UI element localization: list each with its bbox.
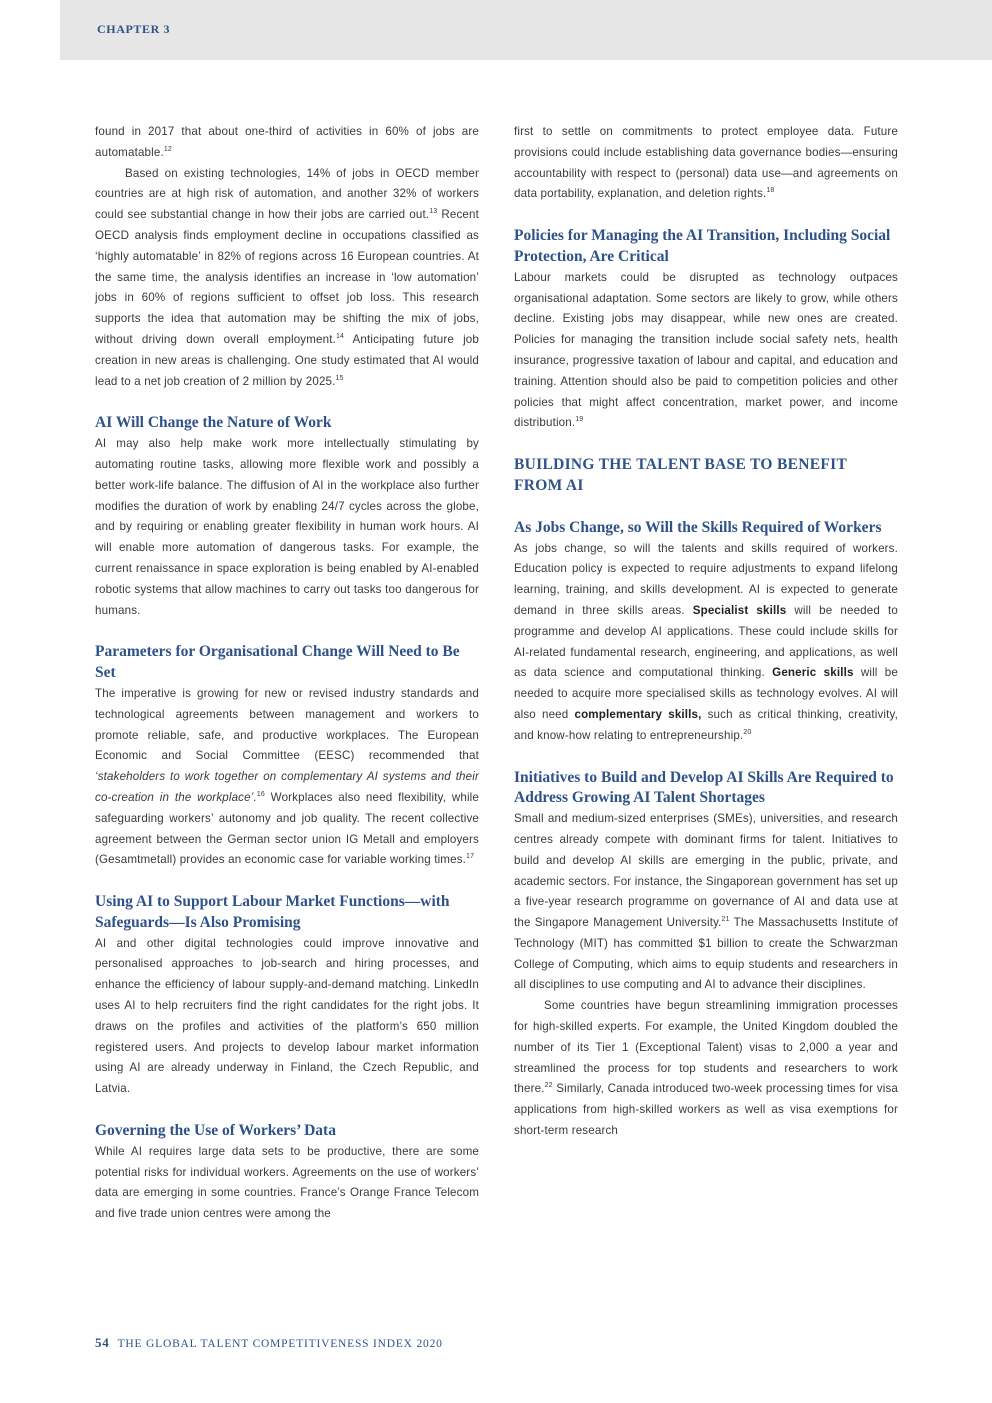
- section-heading: Using AI to Support Labour Market Functions—with Safeguards—Is Also Promising: [95, 893, 450, 931]
- chapter-label: CHAPTER 3: [97, 22, 171, 36]
- publication-title: THE GLOBAL TALENT COMPETITIVENESS INDEX 2020: [117, 1338, 443, 1350]
- section-heading: Initiatives to Build and Develop AI Skills Are Required to Address Growing AI Talent Shortages: [514, 768, 894, 807]
- section-heading: Policies for Managing the AI Transition, Including Social Protection, Are Critical: [514, 227, 891, 265]
- footnote-ref: 22: [544, 1082, 553, 1090]
- paragraph: Some countries have begun streamlining immigration processes for high-skilled experts. For example, the United Kingdom doubled the number of its Tier 1 (Exceptional Talent) visas to 2,000 a year and streamlined the process for top students and researchers to work there.$^{22}$ Similarly, Canada introduced two-week processing times for visa applications from high-skilled workers as well as visa exemptions for short-term research: [514, 999, 898, 1138]
- paragraph: While AI requires large data sets to be productive, there are some potential risks for individual workers. Agreements on the use of workers’ data are emerging in some countries. France’s Orange France Telecom and five trade union centres were among the: [95, 1144, 479, 1221]
- footnote-ref: 21: [721, 916, 730, 924]
- footnote-ref: 13: [429, 208, 438, 216]
- footnote-ref: 17: [466, 853, 475, 861]
- footnote-ref: 14: [335, 333, 345, 341]
- paragraph: found in 2017 that about one-third of activities in 60% of jobs are automatable.$^{12}$: [95, 125, 479, 159]
- paragraph: Based on existing technologies, 14% of jobs in OECD member countries are at high risk of automation, and another 32% of workers could see substantial change in how their jobs are carried out.$^{13}$ Recent OECD analysis finds employment decline in occupations classified as ‘highly automatable’ in 82% of regions across 16 European countries. At the same time, the analysis identifies an increase in ‘low automation’ jobs in 60% of regions sufficient to offset job loss. This research supports the idea that automation may be shifting the mix of jobs, without driving down overall employment.$^{14}$ Anticipating future job creation in new areas is challenging. One study estimated that AI would lead to a net job creation of 2 million by 2025.15: [95, 166, 479, 388]
- paragraph: Small and medium-sized enterprises (SMEs), universities, and research centres already compete with dominant firms for talent. Initiatives to build and develop AI skills are emerging in the public, private, and academic sectors. For instance, the Singaporean government has set up a five-year research programme on governance of AI and data use at the Singapore Management University.$^{21}$ The Massachusetts Institute of Technology (MIT) has committed $1 billion to create the Schwarzman College of Computing, which aims to equip students and researchers in all disciplines to use computing and AI to advance their disciplines.: [514, 812, 898, 992]
- section-heading: As Jobs Change, so Will the Skills Required of Workers: [514, 518, 882, 536]
- footnote-ref: 16: [256, 791, 265, 799]
- footnote-ref: 12: [163, 145, 172, 153]
- section-heading: Parameters for Organisational Change Will Need to Be Set: [95, 643, 460, 682]
- left-column: [95, 122, 479, 1225]
- chapter-header: [60, 0, 992, 60]
- paragraph: first to settle on commitments to protect employee data. Future provisions could include establishing data governance bodies—ensuring accountability with respect to (personal) data use—and agreements on data portability, explanation, and deletion rights.$^{18}$: [514, 125, 898, 201]
- paragraph: Labour markets could be disrupted as technology outpaces organisational adaptation. Some sectors are likely to grow, while others decline. Existing jobs may disappear, while new ones are created. Policies for managing the transition include social safety nets, health insurance, progressive taxation of labour and capital, and education and training. Attention should also be paid to competition policies and other policies that might affect concentration, market power, and income distribution.$^{19}$: [514, 270, 898, 430]
- page-footer: [95, 1335, 443, 1351]
- section-heading: AI Will Change the Nature of Work: [95, 414, 332, 432]
- footnote-ref: 19: [575, 416, 584, 424]
- paragraph: AI may also help make work more intellectually stimulating by automating routine tasks, allowing more flexible work and possibly a better work-life balance. The diffusion of AI in the workplace also further modifies the duration of work by enabling 24/7 cycles across the globe, and by requiring or enabling greater flexibility in human work hours. AI will enable more automation of dangerous tasks. For example, the current renaissance in space exploration is being enabled by AI-enabled robotic systems that allow machines to carry out tasks too dangerous for humans.: [95, 437, 479, 617]
- paragraph: As jobs change, so will the talents and skills required of workers. Education policy is expected to require adjustments to expand lifelong learning, training, and skills development. AI is expected to generate demand in three skills areas. Specialist skills will be needed to programme and develop AI applications. These could include skills for AI-related fundamental research, engineering, and applications, as well as data science and computational thinking. Generic skills will be needed to acquire more specialised skills as technology evolves. AI will also need complementary skills, such as critical thinking, creativity, and know-how relating to entrepreneurship.$^{20}$: [514, 541, 898, 742]
- right-column: [514, 122, 898, 1142]
- footnote-ref: 15: [335, 374, 344, 382]
- section-heading: Governing the Use of Workers’ Data: [95, 1122, 336, 1140]
- paragraph: The imperative is growing for new or revised industry standards and technological agreements between management and workers to promote reliable, safe, and productive workplaces. The European Economic and Social Committee (EESC) recommended that ‘stakeholders to work together on complementary AI systems and their co-creation in the workplace’.$^{16}$ Workplaces also need flexibility, while safeguarding workers’ autonomy and job quality. The recent collective agreement between the German sector union IG Metall and employers (Gesamtmetall) provides an economic case for variable working times.$^{17}$: [95, 686, 479, 867]
- page-number: 54: [95, 1335, 110, 1350]
- footnote-ref: 18: [766, 187, 775, 195]
- major-heading: BUILDING THE TALENT BASE TO BENEFIT FROM AI: [514, 456, 847, 494]
- footnote-ref: 20: [743, 728, 752, 736]
- paragraph: AI and other digital technologies could improve innovative and personalised approaches to job-search and hiring processes, and enhance the efficiency of labour supply-and-demand matching. LinkedIn uses AI to help recruiters find the right candidates for the right jobs. It draws on the profiles and activities of the platform’s 650 million registered users. And projects to develop labour market information using AI are already underway in Finland, the Czech Republic, and Latvia.: [95, 936, 479, 1096]
